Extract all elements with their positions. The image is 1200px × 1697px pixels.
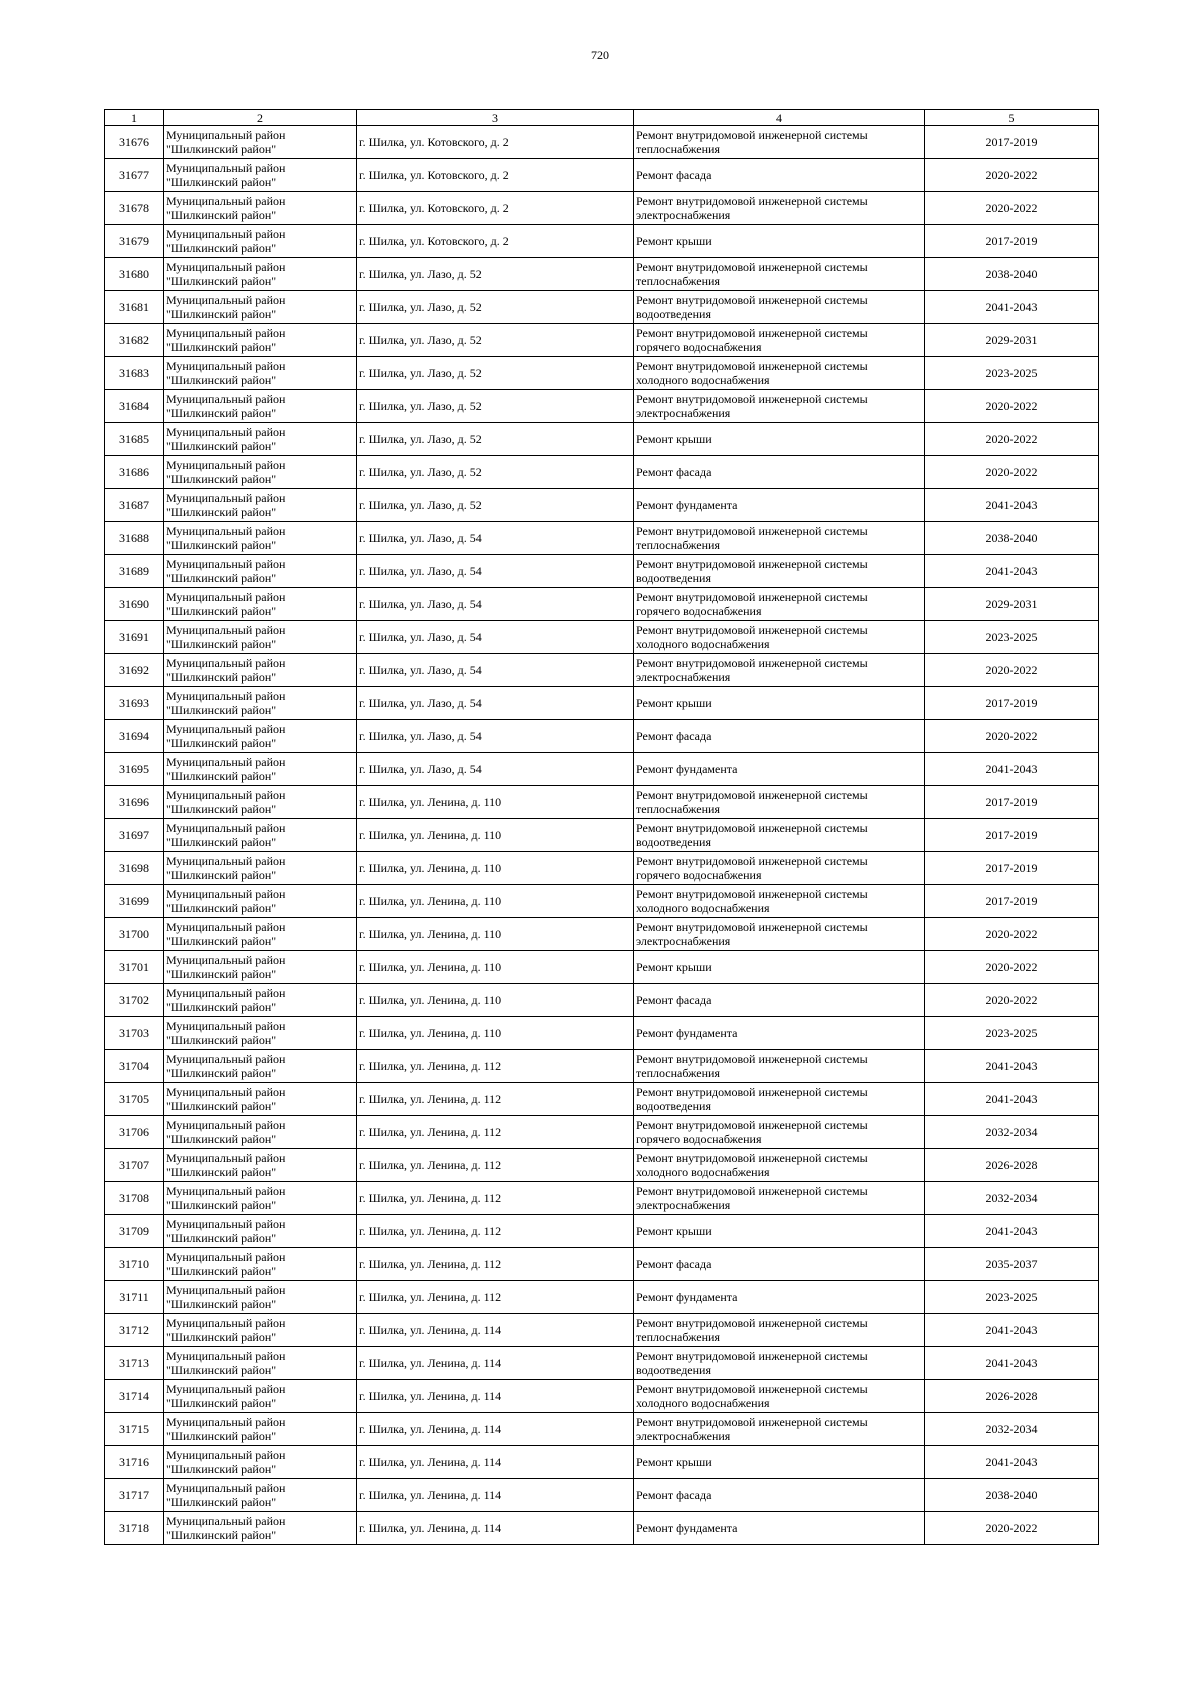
cell-period: 2029-2031 — [925, 588, 1099, 621]
cell-period: 2017-2019 — [925, 786, 1099, 819]
cell-period: 2020-2022 — [925, 654, 1099, 687]
cell-address: г. Шилка, ул. Ленина, д. 110 — [357, 819, 634, 852]
cell-period: 2026-2028 — [925, 1149, 1099, 1182]
table-row — [105, 456, 1099, 489]
cell-period: 2026-2028 — [925, 1380, 1099, 1413]
cell-row-number: 31710 — [105, 1248, 164, 1281]
cell-work-type: Ремонт внутридомовой инженерной системы теплоснабжения — [634, 1314, 925, 1347]
cell-row-number: 31708 — [105, 1182, 164, 1215]
cell-row-number: 31688 — [105, 522, 164, 555]
cell-row-number: 31693 — [105, 687, 164, 720]
cell-period: 2032-2034 — [925, 1116, 1099, 1149]
cell-municipality: Муниципальный район "Шилкинский район" — [164, 1347, 357, 1380]
table-row — [105, 1017, 1099, 1050]
cell-row-number: 31682 — [105, 324, 164, 357]
cell-row-number: 31678 — [105, 192, 164, 225]
table-row — [105, 423, 1099, 456]
cell-municipality: Муниципальный район "Шилкинский район" — [164, 489, 357, 522]
cell-row-number: 31706 — [105, 1116, 164, 1149]
cell-work-type: Ремонт внутридомовой инженерной системы горячего водоснабжения — [634, 324, 925, 357]
table-row — [105, 324, 1099, 357]
cell-period: 2041-2043 — [925, 1050, 1099, 1083]
cell-municipality: Муниципальный район "Шилкинский район" — [164, 1215, 357, 1248]
cell-municipality: Муниципальный район "Шилкинский район" — [164, 258, 357, 291]
table-row — [105, 192, 1099, 225]
cell-municipality: Муниципальный район "Шилкинский район" — [164, 291, 357, 324]
cell-row-number: 31701 — [105, 951, 164, 984]
cell-row-number: 31716 — [105, 1446, 164, 1479]
cell-period: 2041-2043 — [925, 1446, 1099, 1479]
cell-address: г. Шилка, ул. Лазо, д. 54 — [357, 753, 634, 786]
cell-municipality: Муниципальный район "Шилкинский район" — [164, 1083, 357, 1116]
cell-municipality: Муниципальный район "Шилкинский район" — [164, 588, 357, 621]
cell-work-type: Ремонт внутридомовой инженерной системы электроснабжения — [634, 1182, 925, 1215]
cell-address: г. Шилка, ул. Ленина, д. 114 — [357, 1347, 634, 1380]
cell-period: 2041-2043 — [925, 489, 1099, 522]
cell-address: г. Шилка, ул. Лазо, д. 52 — [357, 489, 634, 522]
cell-address: г. Шилка, ул. Лазо, д. 52 — [357, 357, 634, 390]
cell-period: 2017-2019 — [925, 885, 1099, 918]
table-row — [105, 522, 1099, 555]
cell-municipality: Муниципальный район "Шилкинский район" — [164, 1446, 357, 1479]
table-row — [105, 225, 1099, 258]
cell-address: г. Шилка, ул. Ленина, д. 112 — [357, 1248, 634, 1281]
cell-work-type: Ремонт внутридомовой инженерной системы водоотведения — [634, 1347, 925, 1380]
cell-period: 2020-2022 — [925, 159, 1099, 192]
cell-period: 2029-2031 — [925, 324, 1099, 357]
cell-period: 2035-2037 — [925, 1248, 1099, 1281]
cell-row-number: 31696 — [105, 786, 164, 819]
cell-address: г. Шилка, ул. Лазо, д. 54 — [357, 522, 634, 555]
cell-work-type: Ремонт крыши — [634, 1215, 925, 1248]
cell-address: г. Шилка, ул. Лазо, д. 54 — [357, 588, 634, 621]
table-row — [105, 357, 1099, 390]
cell-work-type: Ремонт внутридомовой инженерной системы теплоснабжения — [634, 1050, 925, 1083]
cell-row-number: 31699 — [105, 885, 164, 918]
cell-municipality: Муниципальный район "Шилкинский район" — [164, 852, 357, 885]
table-row — [105, 1215, 1099, 1248]
cell-municipality: Муниципальный район "Шилкинский район" — [164, 522, 357, 555]
table-row — [105, 1479, 1099, 1512]
column-header-1: 1 — [105, 110, 164, 126]
cell-address: г. Шилка, ул. Ленина, д. 114 — [357, 1380, 634, 1413]
cell-address: г. Шилка, ул. Ленина, д. 110 — [357, 984, 634, 1017]
table-row — [105, 1380, 1099, 1413]
cell-address: г. Шилка, ул. Ленина, д. 112 — [357, 1083, 634, 1116]
cell-row-number: 31695 — [105, 753, 164, 786]
cell-work-type: Ремонт внутридомовой инженерной системы электроснабжения — [634, 192, 925, 225]
cell-municipality: Муниципальный район "Шилкинский район" — [164, 984, 357, 1017]
column-header-2: 2 — [164, 110, 357, 126]
cell-address: г. Шилка, ул. Лазо, д. 52 — [357, 324, 634, 357]
cell-row-number: 31715 — [105, 1413, 164, 1446]
table-body — [105, 126, 1099, 1545]
cell-row-number: 31677 — [105, 159, 164, 192]
cell-period: 2041-2043 — [925, 555, 1099, 588]
cell-row-number: 31711 — [105, 1281, 164, 1314]
cell-address: г. Шилка, ул. Котовского, д. 2 — [357, 192, 634, 225]
cell-address: г. Шилка, ул. Котовского, д. 2 — [357, 126, 634, 159]
cell-row-number: 31691 — [105, 621, 164, 654]
cell-work-type: Ремонт внутридомовой инженерной системы водоотведения — [634, 819, 925, 852]
cell-row-number: 31689 — [105, 555, 164, 588]
cell-period: 2032-2034 — [925, 1182, 1099, 1215]
cell-period: 2041-2043 — [925, 1215, 1099, 1248]
table-row — [105, 1413, 1099, 1446]
column-header-5: 5 — [925, 110, 1099, 126]
cell-address: г. Шилка, ул. Ленина, д. 114 — [357, 1446, 634, 1479]
cell-municipality: Муниципальный район "Шилкинский район" — [164, 753, 357, 786]
cell-row-number: 31717 — [105, 1479, 164, 1512]
cell-work-type: Ремонт внутридомовой инженерной системы холодного водоснабжения — [634, 1380, 925, 1413]
table-row — [105, 1083, 1099, 1116]
cell-municipality: Муниципальный район "Шилкинский район" — [164, 885, 357, 918]
table-row — [105, 1347, 1099, 1380]
column-header-4: 4 — [634, 110, 925, 126]
cell-municipality: Муниципальный район "Шилкинский район" — [164, 1050, 357, 1083]
cell-municipality: Муниципальный район "Шилкинский район" — [164, 1017, 357, 1050]
cell-work-type: Ремонт фасада — [634, 1248, 925, 1281]
cell-municipality: Муниципальный район "Шилкинский район" — [164, 1182, 357, 1215]
table-row — [105, 555, 1099, 588]
cell-work-type: Ремонт внутридомовой инженерной системы горячего водоснабжения — [634, 588, 925, 621]
cell-work-type: Ремонт внутридомовой инженерной системы теплоснабжения — [634, 126, 925, 159]
table-row — [105, 819, 1099, 852]
cell-row-number: 31686 — [105, 456, 164, 489]
table-row — [105, 126, 1099, 159]
cell-work-type: Ремонт внутридомовой инженерной системы холодного водоснабжения — [634, 357, 925, 390]
table-row — [105, 621, 1099, 654]
table-row — [105, 654, 1099, 687]
cell-municipality: Муниципальный район "Шилкинский район" — [164, 456, 357, 489]
cell-work-type: Ремонт внутридомовой инженерной системы холодного водоснабжения — [634, 621, 925, 654]
cell-address: г. Шилка, ул. Лазо, д. 52 — [357, 258, 634, 291]
cell-municipality: Муниципальный район "Шилкинский район" — [164, 786, 357, 819]
cell-work-type: Ремонт фасада — [634, 984, 925, 1017]
cell-address: г. Шилка, ул. Ленина, д. 112 — [357, 1281, 634, 1314]
table-row — [105, 1182, 1099, 1215]
cell-municipality: Муниципальный район "Шилкинский район" — [164, 357, 357, 390]
cell-period: 2017-2019 — [925, 687, 1099, 720]
cell-address: г. Шилка, ул. Лазо, д. 54 — [357, 621, 634, 654]
cell-address: г. Шилка, ул. Ленина, д. 112 — [357, 1182, 634, 1215]
cell-row-number: 31681 — [105, 291, 164, 324]
cell-address: г. Шилка, ул. Ленина, д. 110 — [357, 1017, 634, 1050]
cell-address: г. Шилка, ул. Ленина, д. 112 — [357, 1149, 634, 1182]
cell-municipality: Муниципальный район "Шилкинский район" — [164, 720, 357, 753]
cell-period: 2020-2022 — [925, 390, 1099, 423]
cell-period: 2038-2040 — [925, 1479, 1099, 1512]
cell-address: г. Шилка, ул. Котовского, д. 2 — [357, 159, 634, 192]
cell-address: г. Шилка, ул. Котовского, д. 2 — [357, 225, 634, 258]
table-row — [105, 786, 1099, 819]
cell-address: г. Шилка, ул. Ленина, д. 110 — [357, 885, 634, 918]
cell-period: 2017-2019 — [925, 126, 1099, 159]
cell-municipality: Муниципальный район "Шилкинский район" — [164, 687, 357, 720]
cell-address: г. Шилка, ул. Ленина, д. 114 — [357, 1512, 634, 1545]
cell-work-type: Ремонт крыши — [634, 225, 925, 258]
cell-address: г. Шилка, ул. Лазо, д. 52 — [357, 423, 634, 456]
table-row — [105, 1248, 1099, 1281]
table-header — [105, 110, 1099, 126]
cell-municipality: Муниципальный район "Шилкинский район" — [164, 1281, 357, 1314]
cell-work-type: Ремонт внутридомовой инженерной системы водоотведения — [634, 1083, 925, 1116]
cell-address: г. Шилка, ул. Лазо, д. 54 — [357, 555, 634, 588]
cell-row-number: 31680 — [105, 258, 164, 291]
header-row — [105, 110, 1099, 126]
cell-address: г. Шилка, ул. Лазо, д. 52 — [357, 456, 634, 489]
cell-municipality: Муниципальный район "Шилкинский район" — [164, 918, 357, 951]
cell-municipality: Муниципальный район "Шилкинский район" — [164, 225, 357, 258]
cell-work-type: Ремонт внутридомовой инженерной системы электроснабжения — [634, 918, 925, 951]
cell-period: 2023-2025 — [925, 357, 1099, 390]
cell-row-number: 31676 — [105, 126, 164, 159]
cell-row-number: 31679 — [105, 225, 164, 258]
cell-work-type: Ремонт внутридомовой инженерной системы холодного водоснабжения — [634, 1149, 925, 1182]
cell-address: г. Шилка, ул. Лазо, д. 54 — [357, 687, 634, 720]
cell-municipality: Муниципальный район "Шилкинский район" — [164, 1149, 357, 1182]
cell-work-type: Ремонт внутридомовой инженерной системы электроснабжения — [634, 654, 925, 687]
cell-work-type: Ремонт внутридомовой инженерной системы горячего водоснабжения — [634, 1116, 925, 1149]
cell-row-number: 31709 — [105, 1215, 164, 1248]
table-row — [105, 1116, 1099, 1149]
table-row — [105, 291, 1099, 324]
table-row — [105, 918, 1099, 951]
cell-row-number: 31704 — [105, 1050, 164, 1083]
cell-row-number: 31714 — [105, 1380, 164, 1413]
cell-work-type: Ремонт внутридомовой инженерной системы водоотведения — [634, 291, 925, 324]
cell-municipality: Муниципальный район "Шилкинский район" — [164, 159, 357, 192]
cell-municipality: Муниципальный район "Шилкинский район" — [164, 1512, 357, 1545]
cell-row-number: 31694 — [105, 720, 164, 753]
column-header-3: 3 — [357, 110, 634, 126]
table-row — [105, 852, 1099, 885]
table-row — [105, 687, 1099, 720]
table-row — [105, 1149, 1099, 1182]
cell-period: 2020-2022 — [925, 456, 1099, 489]
cell-period: 2041-2043 — [925, 753, 1099, 786]
page-number: 720 — [591, 48, 609, 62]
cell-row-number: 31713 — [105, 1347, 164, 1380]
cell-period: 2020-2022 — [925, 192, 1099, 225]
cell-row-number: 31702 — [105, 984, 164, 1017]
table-row — [105, 1281, 1099, 1314]
cell-work-type: Ремонт внутридомовой инженерной системы теплоснабжения — [634, 522, 925, 555]
cell-row-number: 31707 — [105, 1149, 164, 1182]
cell-period: 2020-2022 — [925, 1512, 1099, 1545]
cell-work-type: Ремонт фасада — [634, 720, 925, 753]
cell-municipality: Муниципальный район "Шилкинский район" — [164, 1413, 357, 1446]
table-row — [105, 720, 1099, 753]
cell-period: 2017-2019 — [925, 852, 1099, 885]
cell-work-type: Ремонт фундамента — [634, 1017, 925, 1050]
cell-work-type: Ремонт фасада — [634, 1479, 925, 1512]
cell-municipality: Муниципальный район "Шилкинский район" — [164, 192, 357, 225]
cell-period: 2020-2022 — [925, 720, 1099, 753]
cell-period: 2041-2043 — [925, 1314, 1099, 1347]
cell-period: 2023-2025 — [925, 1017, 1099, 1050]
cell-row-number: 31692 — [105, 654, 164, 687]
cell-address: г. Шилка, ул. Ленина, д. 114 — [357, 1413, 634, 1446]
table-row — [105, 951, 1099, 984]
table-row — [105, 1512, 1099, 1545]
cell-period: 2038-2040 — [925, 522, 1099, 555]
cell-row-number: 31698 — [105, 852, 164, 885]
cell-municipality: Муниципальный район "Шилкинский район" — [164, 126, 357, 159]
cell-work-type: Ремонт фундамента — [634, 1281, 925, 1314]
cell-work-type: Ремонт крыши — [634, 1446, 925, 1479]
cell-address: г. Шилка, ул. Ленина, д. 112 — [357, 1116, 634, 1149]
cell-work-type: Ремонт внутридомовой инженерной системы теплоснабжения — [634, 786, 925, 819]
cell-row-number: 31685 — [105, 423, 164, 456]
cell-period: 2041-2043 — [925, 291, 1099, 324]
table-row — [105, 258, 1099, 291]
table-row — [105, 885, 1099, 918]
cell-period: 2041-2043 — [925, 1347, 1099, 1380]
cell-period: 2023-2025 — [925, 1281, 1099, 1314]
cell-work-type: Ремонт внутридомовой инженерной системы холодного водоснабжения — [634, 885, 925, 918]
table-row — [105, 753, 1099, 786]
cell-address: г. Шилка, ул. Ленина, д. 110 — [357, 786, 634, 819]
table-row — [105, 588, 1099, 621]
cell-municipality: Муниципальный район "Шилкинский район" — [164, 951, 357, 984]
cell-period: 2020-2022 — [925, 984, 1099, 1017]
cell-address: г. Шилка, ул. Лазо, д. 54 — [357, 654, 634, 687]
cell-address: г. Шилка, ул. Ленина, д. 112 — [357, 1050, 634, 1083]
cell-row-number: 31683 — [105, 357, 164, 390]
cell-municipality: Муниципальный район "Шилкинский район" — [164, 324, 357, 357]
cell-row-number: 31697 — [105, 819, 164, 852]
cell-municipality: Муниципальный район "Шилкинский район" — [164, 555, 357, 588]
cell-row-number: 31712 — [105, 1314, 164, 1347]
cell-address: г. Шилка, ул. Лазо, д. 52 — [357, 390, 634, 423]
cell-period: 2041-2043 — [925, 1083, 1099, 1116]
cell-address: г. Шилка, ул. Ленина, д. 110 — [357, 951, 634, 984]
table-row — [105, 1446, 1099, 1479]
cell-row-number: 31700 — [105, 918, 164, 951]
cell-period: 2023-2025 — [925, 621, 1099, 654]
cell-work-type: Ремонт фасада — [634, 159, 925, 192]
cell-address: г. Шилка, ул. Ленина, д. 114 — [357, 1479, 634, 1512]
cell-row-number: 31687 — [105, 489, 164, 522]
cell-municipality: Муниципальный район "Шилкинский район" — [164, 819, 357, 852]
cell-work-type: Ремонт фундамента — [634, 1512, 925, 1545]
cell-period: 2020-2022 — [925, 423, 1099, 456]
cell-row-number: 31718 — [105, 1512, 164, 1545]
cell-row-number: 31684 — [105, 390, 164, 423]
table-row — [105, 984, 1099, 1017]
cell-period: 2020-2022 — [925, 951, 1099, 984]
cell-work-type: Ремонт внутридомовой инженерной системы электроснабжения — [634, 1413, 925, 1446]
cell-work-type: Ремонт крыши — [634, 951, 925, 984]
table-row — [105, 489, 1099, 522]
table-row — [105, 1314, 1099, 1347]
cell-municipality: Муниципальный район "Шилкинский район" — [164, 654, 357, 687]
cell-work-type: Ремонт внутридомовой инженерной системы электроснабжения — [634, 390, 925, 423]
cell-municipality: Муниципальный район "Шилкинский район" — [164, 1314, 357, 1347]
cell-address: г. Шилка, ул. Ленина, д. 112 — [357, 1215, 634, 1248]
cell-work-type: Ремонт фундамента — [634, 489, 925, 522]
cell-municipality: Муниципальный район "Шилкинский район" — [164, 1479, 357, 1512]
cell-work-type: Ремонт крыши — [634, 687, 925, 720]
cell-period: 2020-2022 — [925, 918, 1099, 951]
cell-work-type: Ремонт внутридомовой инженерной системы водоотведения — [634, 555, 925, 588]
cell-period: 2038-2040 — [925, 258, 1099, 291]
cell-row-number: 31690 — [105, 588, 164, 621]
cell-row-number: 31705 — [105, 1083, 164, 1116]
cell-address: г. Шилка, ул. Лазо, д. 54 — [357, 720, 634, 753]
cell-municipality: Муниципальный район "Шилкинский район" — [164, 621, 357, 654]
cell-address: г. Шилка, ул. Ленина, д. 110 — [357, 918, 634, 951]
cell-address: г. Шилка, ул. Ленина, д. 110 — [357, 852, 634, 885]
table-row — [105, 390, 1099, 423]
cell-address: г. Шилка, ул. Ленина, д. 114 — [357, 1314, 634, 1347]
cell-municipality: Муниципальный район "Шилкинский район" — [164, 1248, 357, 1281]
cell-work-type: Ремонт крыши — [634, 423, 925, 456]
cell-work-type: Ремонт внутридомовой инженерной системы теплоснабжения — [634, 258, 925, 291]
cell-address: г. Шилка, ул. Лазо, д. 52 — [357, 291, 634, 324]
table-row — [105, 1050, 1099, 1083]
cell-work-type: Ремонт внутридомовой инженерной системы горячего водоснабжения — [634, 852, 925, 885]
cell-municipality: Муниципальный район "Шилкинский район" — [164, 423, 357, 456]
cell-period: 2017-2019 — [925, 819, 1099, 852]
cell-work-type: Ремонт фасада — [634, 456, 925, 489]
repair-schedule-table — [104, 109, 1099, 1545]
cell-municipality: Муниципальный район "Шилкинский район" — [164, 1380, 357, 1413]
cell-row-number: 31703 — [105, 1017, 164, 1050]
table-row — [105, 159, 1099, 192]
cell-period: 2032-2034 — [925, 1413, 1099, 1446]
cell-municipality: Муниципальный район "Шилкинский район" — [164, 1116, 357, 1149]
cell-work-type: Ремонт фундамента — [634, 753, 925, 786]
cell-municipality: Муниципальный район "Шилкинский район" — [164, 390, 357, 423]
cell-period: 2017-2019 — [925, 225, 1099, 258]
